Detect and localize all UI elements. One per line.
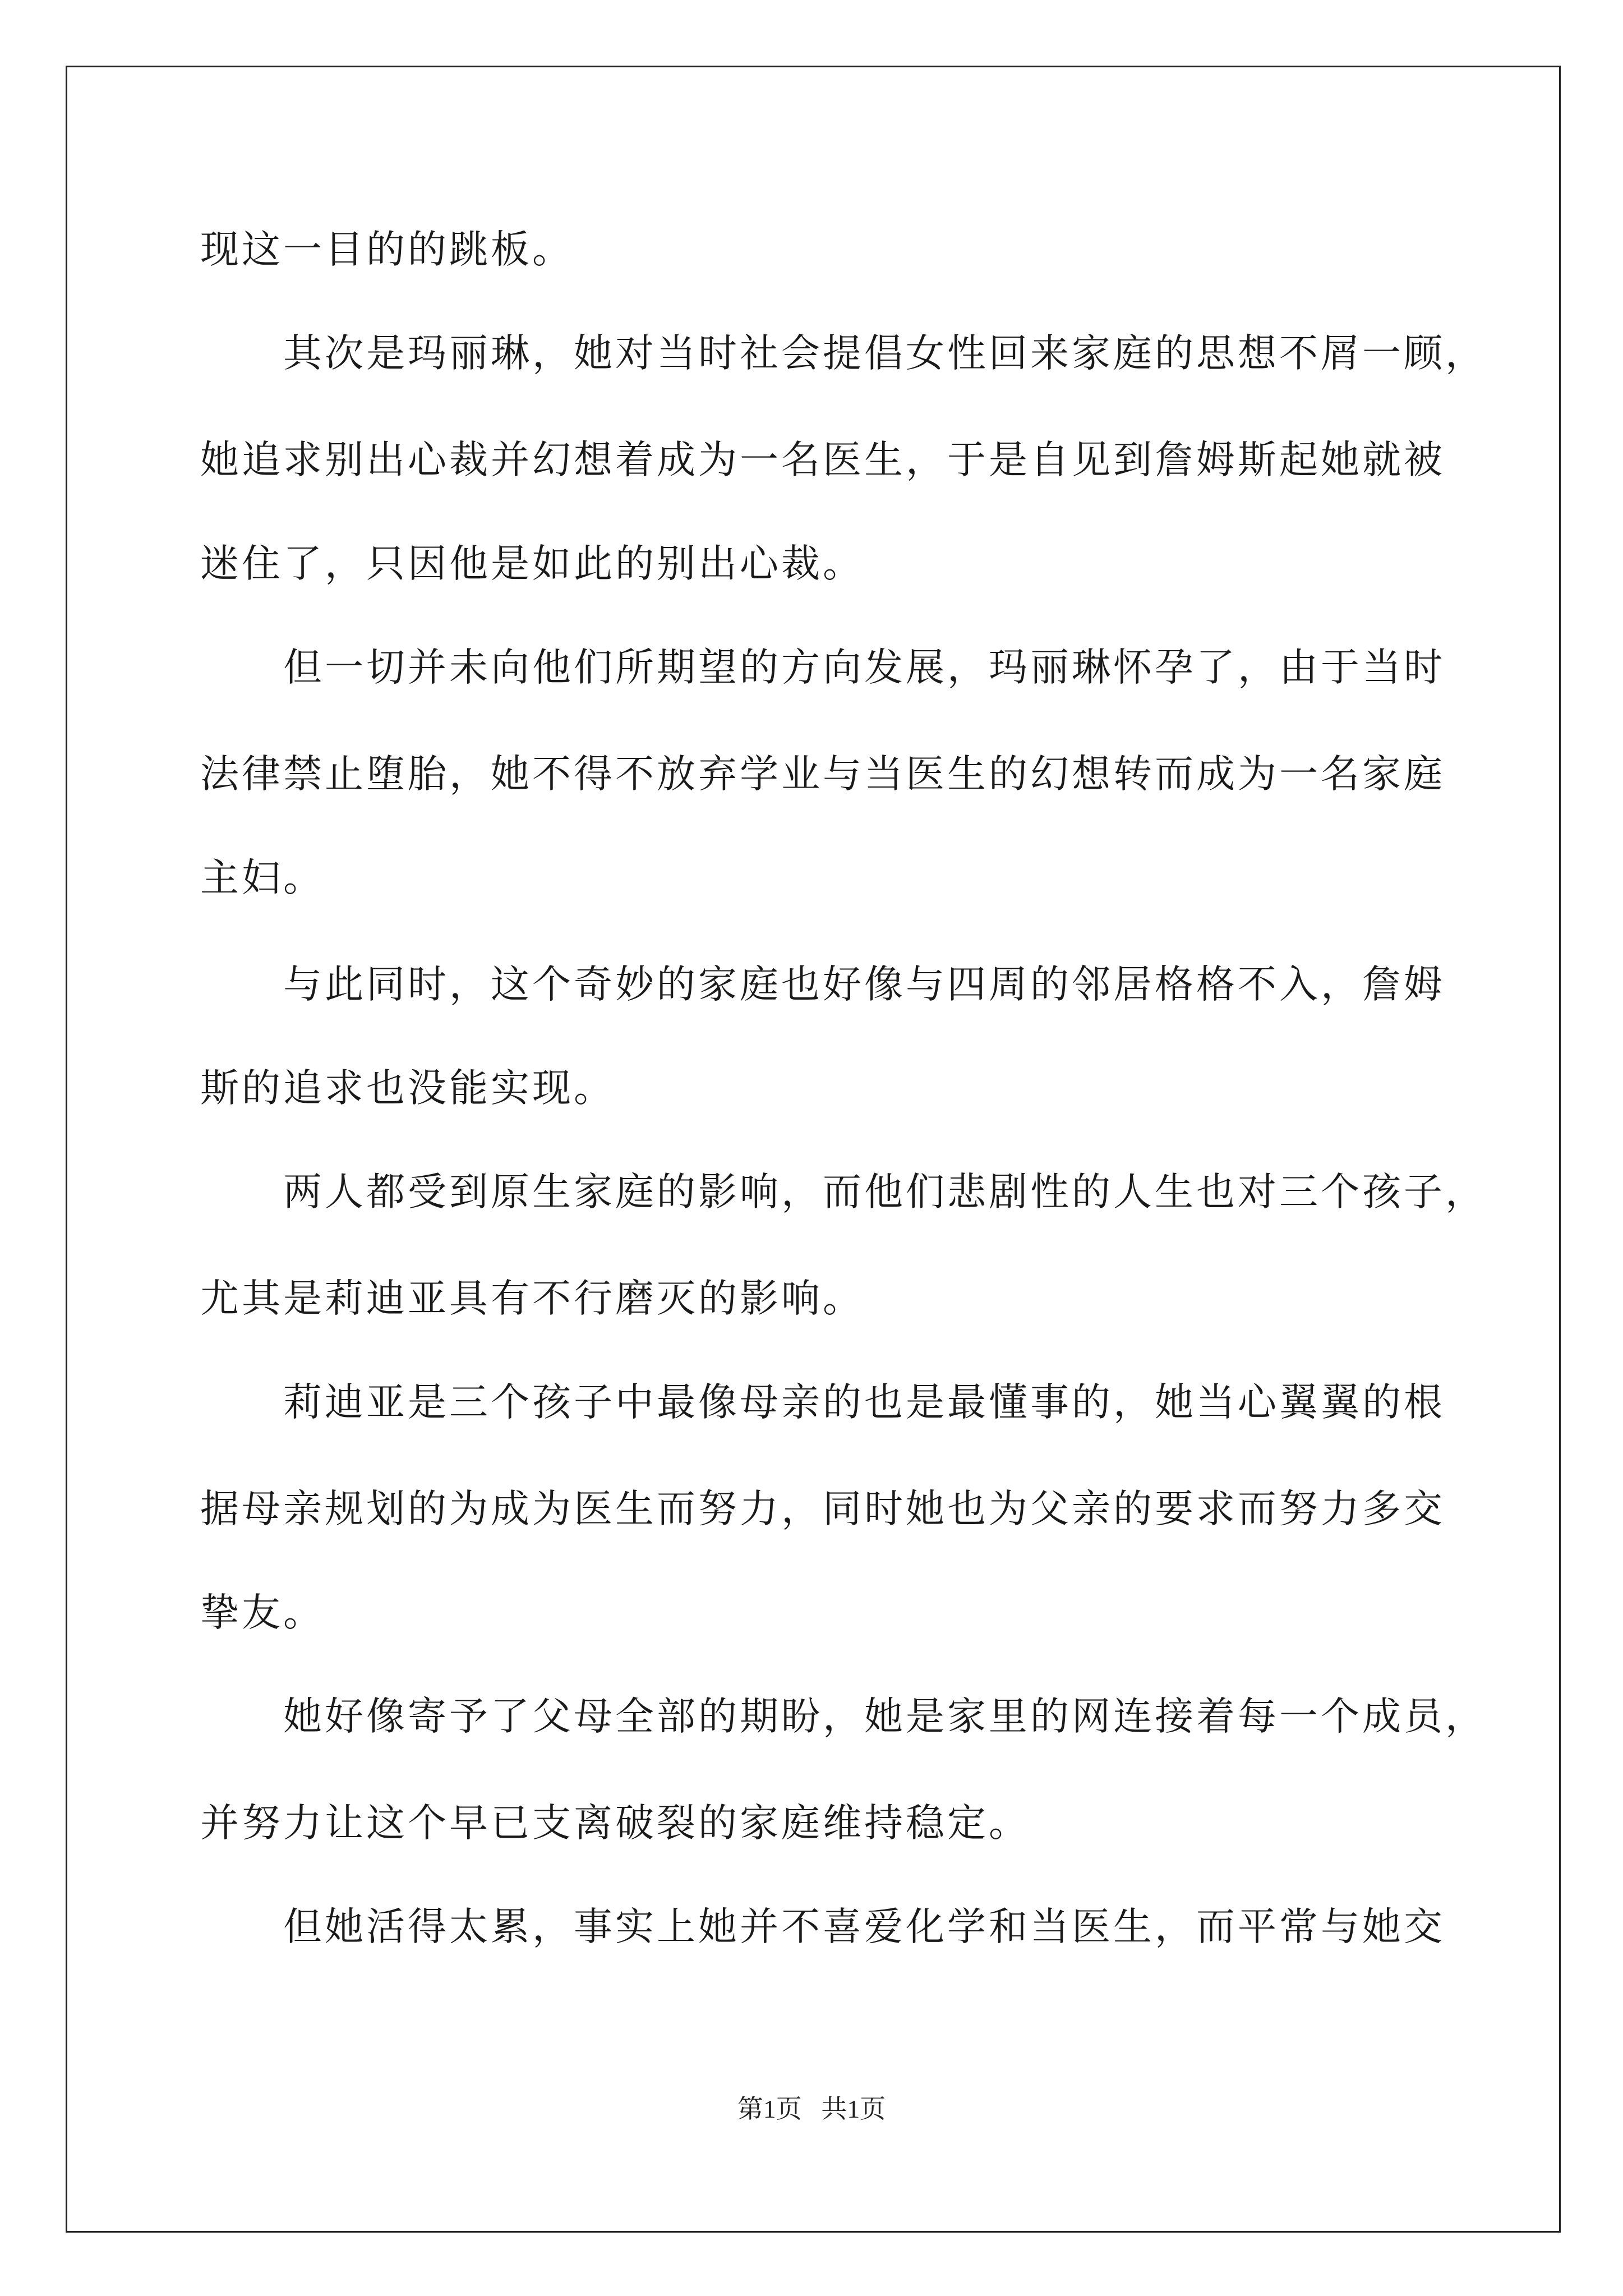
text-line-15: 她好像寄予了父母全部的期盼，她是家里的网连接着每一个成员，	[283, 1694, 1487, 1739]
page-footer	[0, 2092, 1623, 2126]
text-line-16: 并努力让这个早已支离破裂的家庭维持稳定。	[200, 1801, 1030, 1846]
text-line-5: 但一切并未向他们所期望的方向发展，玛丽琳怀孕了，由于当时	[283, 645, 1445, 690]
text-line-13: 据母亲规划的为成为医生而努力，同时她也为父亲的要求而努力多交	[200, 1487, 1445, 1531]
text-line-2: 其次是玛丽琳，她对当时社会提倡女性回来家庭的思想不屑一顾，	[283, 331, 1487, 376]
text-line-4: 迷住了，只因他是如此的别出心裁。	[200, 541, 864, 586]
text-line-11: 尤其是莉迪亚具有不行磨灭的影响。	[200, 1276, 864, 1321]
page-total: 共1页	[821, 2095, 886, 2123]
text-line-7: 主妇。	[200, 855, 325, 900]
page-number: 第1页	[737, 2095, 802, 2123]
text-line-1: 现这一目的的跳板。	[200, 227, 574, 272]
text-line-9: 斯的追求也没能实现。	[200, 1066, 615, 1111]
text-line-14: 挚友。	[200, 1590, 325, 1635]
text-line-12: 莉迪亚是三个孩子中最像母亲的也是最懂事的，她当心翼翼的根	[283, 1380, 1445, 1425]
text-line-10: 两人都受到原生家庭的影响，而他们悲剧性的人生也对三个孩子，	[283, 1170, 1487, 1214]
text-line-17: 但她活得太累，事实上她并不喜爱化学和当医生，而平常与她交	[283, 1904, 1445, 1949]
text-line-6: 法律禁止堕胎，她不得不放弃学业与当医生的幻想转而成为一名家庭	[200, 752, 1445, 797]
text-line-3: 她追求别出心裁并幻想着成为一名医生，于是自见到詹姆斯起她就被	[200, 438, 1445, 482]
text-line-8: 与此同时，这个奇妙的家庭也好像与四周的邻居格格不入，詹姆	[283, 962, 1445, 1007]
